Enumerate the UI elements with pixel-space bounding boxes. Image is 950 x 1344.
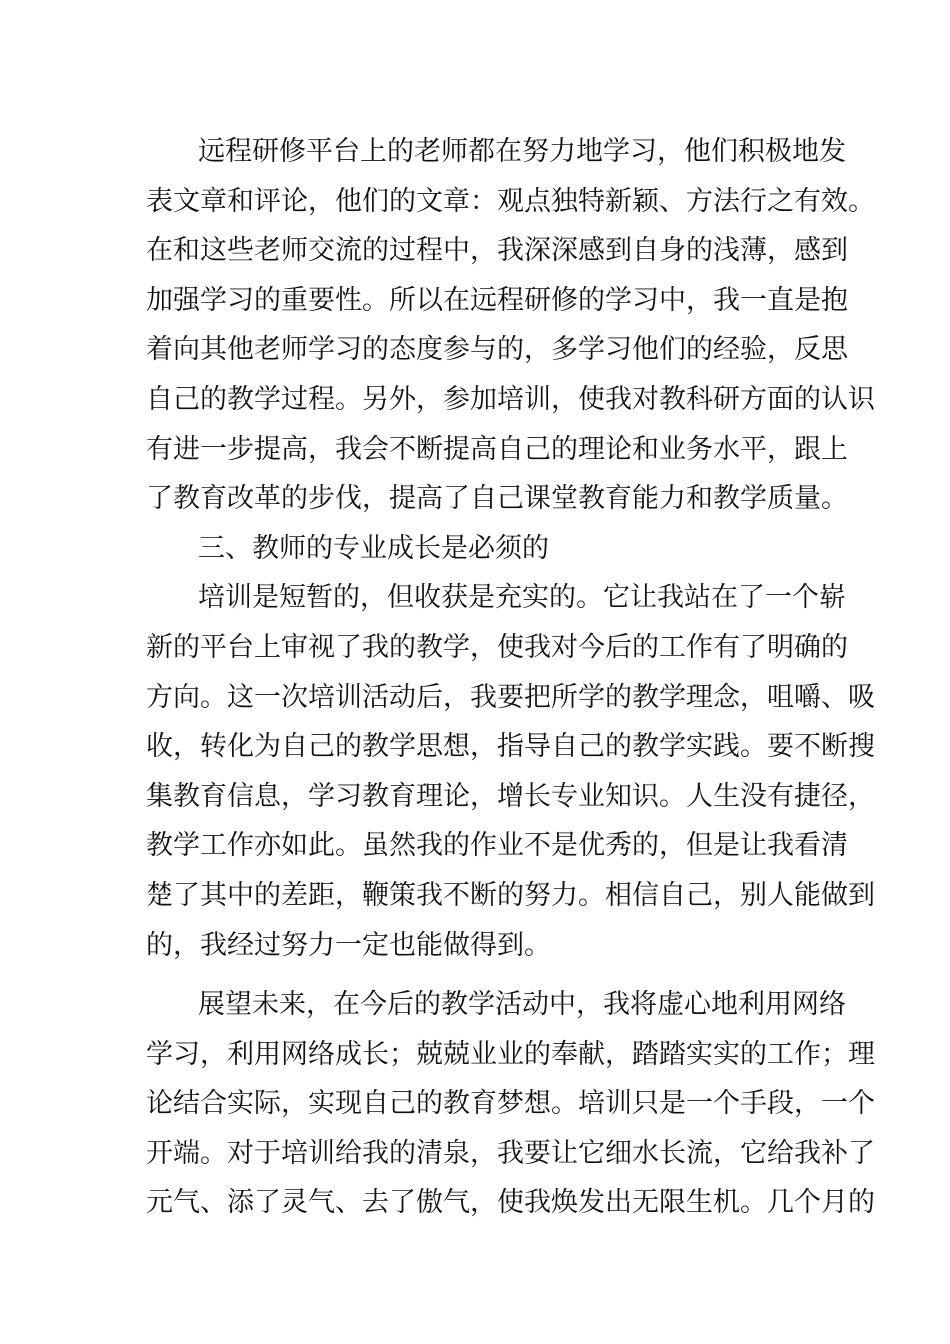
- text-line: 集教育信息，学习教育理论，增长专业知识。人生没有捷径，: [146, 780, 875, 812]
- text-line: 展望未来，在今后的教学活动中，我将虚心地利用网络: [198, 989, 846, 1021]
- text-line: 加强学习的重要性。所以在远程研修的学习中，我一直是抱: [146, 284, 848, 316]
- paragraph-2: [146, 573, 875, 970]
- text-line: 楚了其中的差距，鞭策我不断的努力。相信自己，别人能做到: [146, 879, 875, 911]
- text-line: 收，转化为自己的教学思想，指导自己的教学实践。要不断搜: [146, 731, 875, 763]
- text-line: 远程研修平台上的老师都在努力地学习，他们积极地发: [198, 136, 846, 167]
- text-line: 培训是短暂的，但收获是充实的。它让我站在了一个崭: [198, 582, 846, 614]
- text-line: 自己的教学过程。另外，参加培训，使我对教科研方面的认识: [146, 383, 875, 415]
- text-line: 的，我经过努力一定也能做得到。: [146, 929, 551, 961]
- text-line: 教学工作亦如此。虽然我的作业不是优秀的，但是让我看清: [146, 830, 848, 862]
- document-body: [146, 127, 875, 1228]
- text-line: 论结合实际，实现自己的教育梦想。培训只是一个手段，一个: [146, 1088, 875, 1120]
- text-line: 新的平台上审视了我的教学，使我对今后的工作有了明确的: [146, 631, 848, 663]
- section-heading: [146, 524, 808, 574]
- text-line: 在和这些老师交流的过程中，我深深感到自身的浅薄，感到: [146, 235, 848, 267]
- paragraph-gap: [146, 970, 808, 980]
- paragraph-3: [146, 980, 875, 1228]
- text-line: 学习，利用网络成长；兢兢业业的奉献，踏踏实实的工作；理: [146, 1038, 875, 1070]
- text-line: 表文章和评论，他们的文章：观点独特新颖、方法行之有效。: [146, 185, 875, 217]
- text-line: 有进一步提高，我会不断提高自己的理论和业务水平，跟上: [146, 433, 848, 465]
- text-line: 着向其他老师学习的态度参与的，多学习他们的经验，反思: [146, 334, 848, 366]
- text-line: 开端。对于培训给我的清泉，我要让它细水长流，它给我补了: [146, 1137, 875, 1169]
- section-heading-text: 三、教师的专业成长是必须的: [198, 532, 549, 564]
- text-line: 方向。这一次培训活动后，我要把所学的教学理念，咀嚼、吸: [146, 681, 875, 713]
- text-line: 了教育改革的步伐，提高了自己课堂教育能力和教学质量。: [146, 483, 848, 515]
- paragraph-1: [146, 127, 875, 524]
- text-line: 元气、添了灵气、去了傲气，使我焕发出无限生机。几个月的: [146, 1187, 875, 1219]
